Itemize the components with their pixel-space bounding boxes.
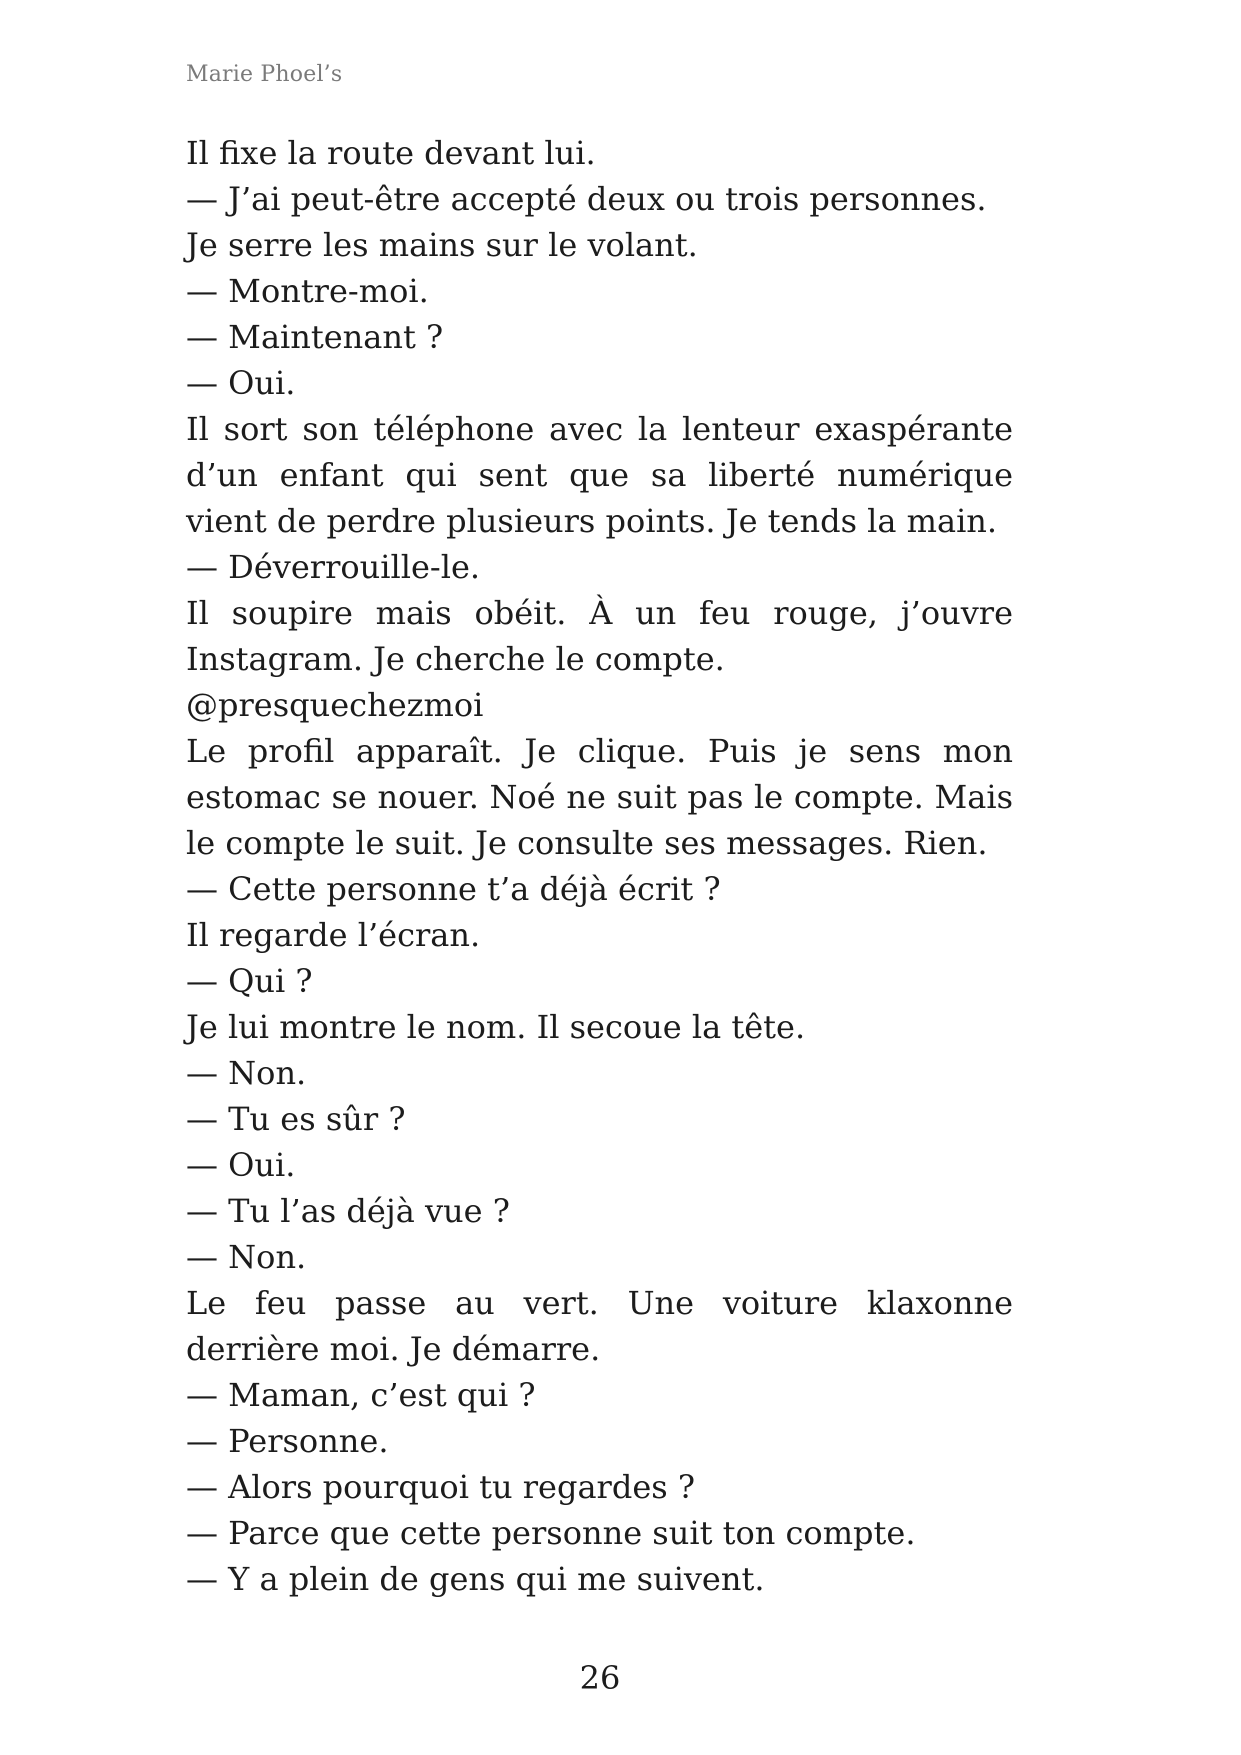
dialogue-line: — Oui. — [186, 1146, 296, 1184]
paragraph: Le profil apparaît. Je clique. Puis je sens mon estomac se nouer. Noé ne suit pas le compte. Mais le compte le suit. Je consulte ses messages. Rien. — [186, 732, 1013, 862]
body-text — [186, 130, 1013, 1602]
paragraph: Il soupire mais obéit. À un feu rouge, j’ouvre Instagram. Je cherche le compte. — [186, 594, 1013, 678]
dialogue-line: — J’ai peut-être accepté deux ou trois personnes. — [186, 180, 987, 218]
dialogue-line: — Maman, c’est qui ? — [186, 1376, 536, 1414]
dialogue-line: — Alors pourquoi tu regardes ? — [186, 1468, 695, 1506]
paragraph: Il regarde l’écran. — [186, 916, 481, 954]
dialogue-line: — Tu es sûr ? — [186, 1100, 406, 1138]
dialogue-line: — Montre-moi. — [186, 272, 429, 310]
dialogue-line: — Cette personne t’a déjà écrit ? — [186, 870, 721, 908]
dialogue-line: — Y a plein de gens qui me suivent. — [186, 1560, 765, 1598]
dialogue-line: — Déverrouille-le. — [186, 548, 481, 586]
paragraph: Il fixe la route devant lui. — [186, 134, 596, 172]
dialogue-line: — Maintenant ? — [186, 318, 444, 356]
dialogue-line: — Non. — [186, 1054, 307, 1092]
paragraph: Il sort son téléphone avec la lenteur exaspérante d’un enfant qui sent que sa liberté numérique vient de perdre plusieurs points. Je tends la main. — [186, 410, 1013, 540]
dialogue-line: — Parce que cette personne suit ton compte. — [186, 1514, 916, 1552]
dialogue-line: — Qui ? — [186, 962, 313, 1000]
dialogue-line: — Tu l’as déjà vue ? — [186, 1192, 510, 1230]
dialogue-line: — Oui. — [186, 364, 296, 402]
dialogue-line: — Personne. — [186, 1422, 389, 1460]
running-header: Marie Phoel’s — [186, 62, 343, 87]
paragraph: Le feu passe au vert. Une voiture klaxonne derrière moi. Je démarre. — [186, 1284, 1013, 1368]
dialogue-line: — Non. — [186, 1238, 307, 1276]
page-number: 26 — [579, 1659, 621, 1697]
paragraph: Je lui montre le nom. Il secoue la tête. — [186, 1008, 806, 1046]
account-handle: @presquechezmoi — [186, 686, 484, 724]
paragraph: Je serre les mains sur le volant. — [186, 226, 698, 264]
